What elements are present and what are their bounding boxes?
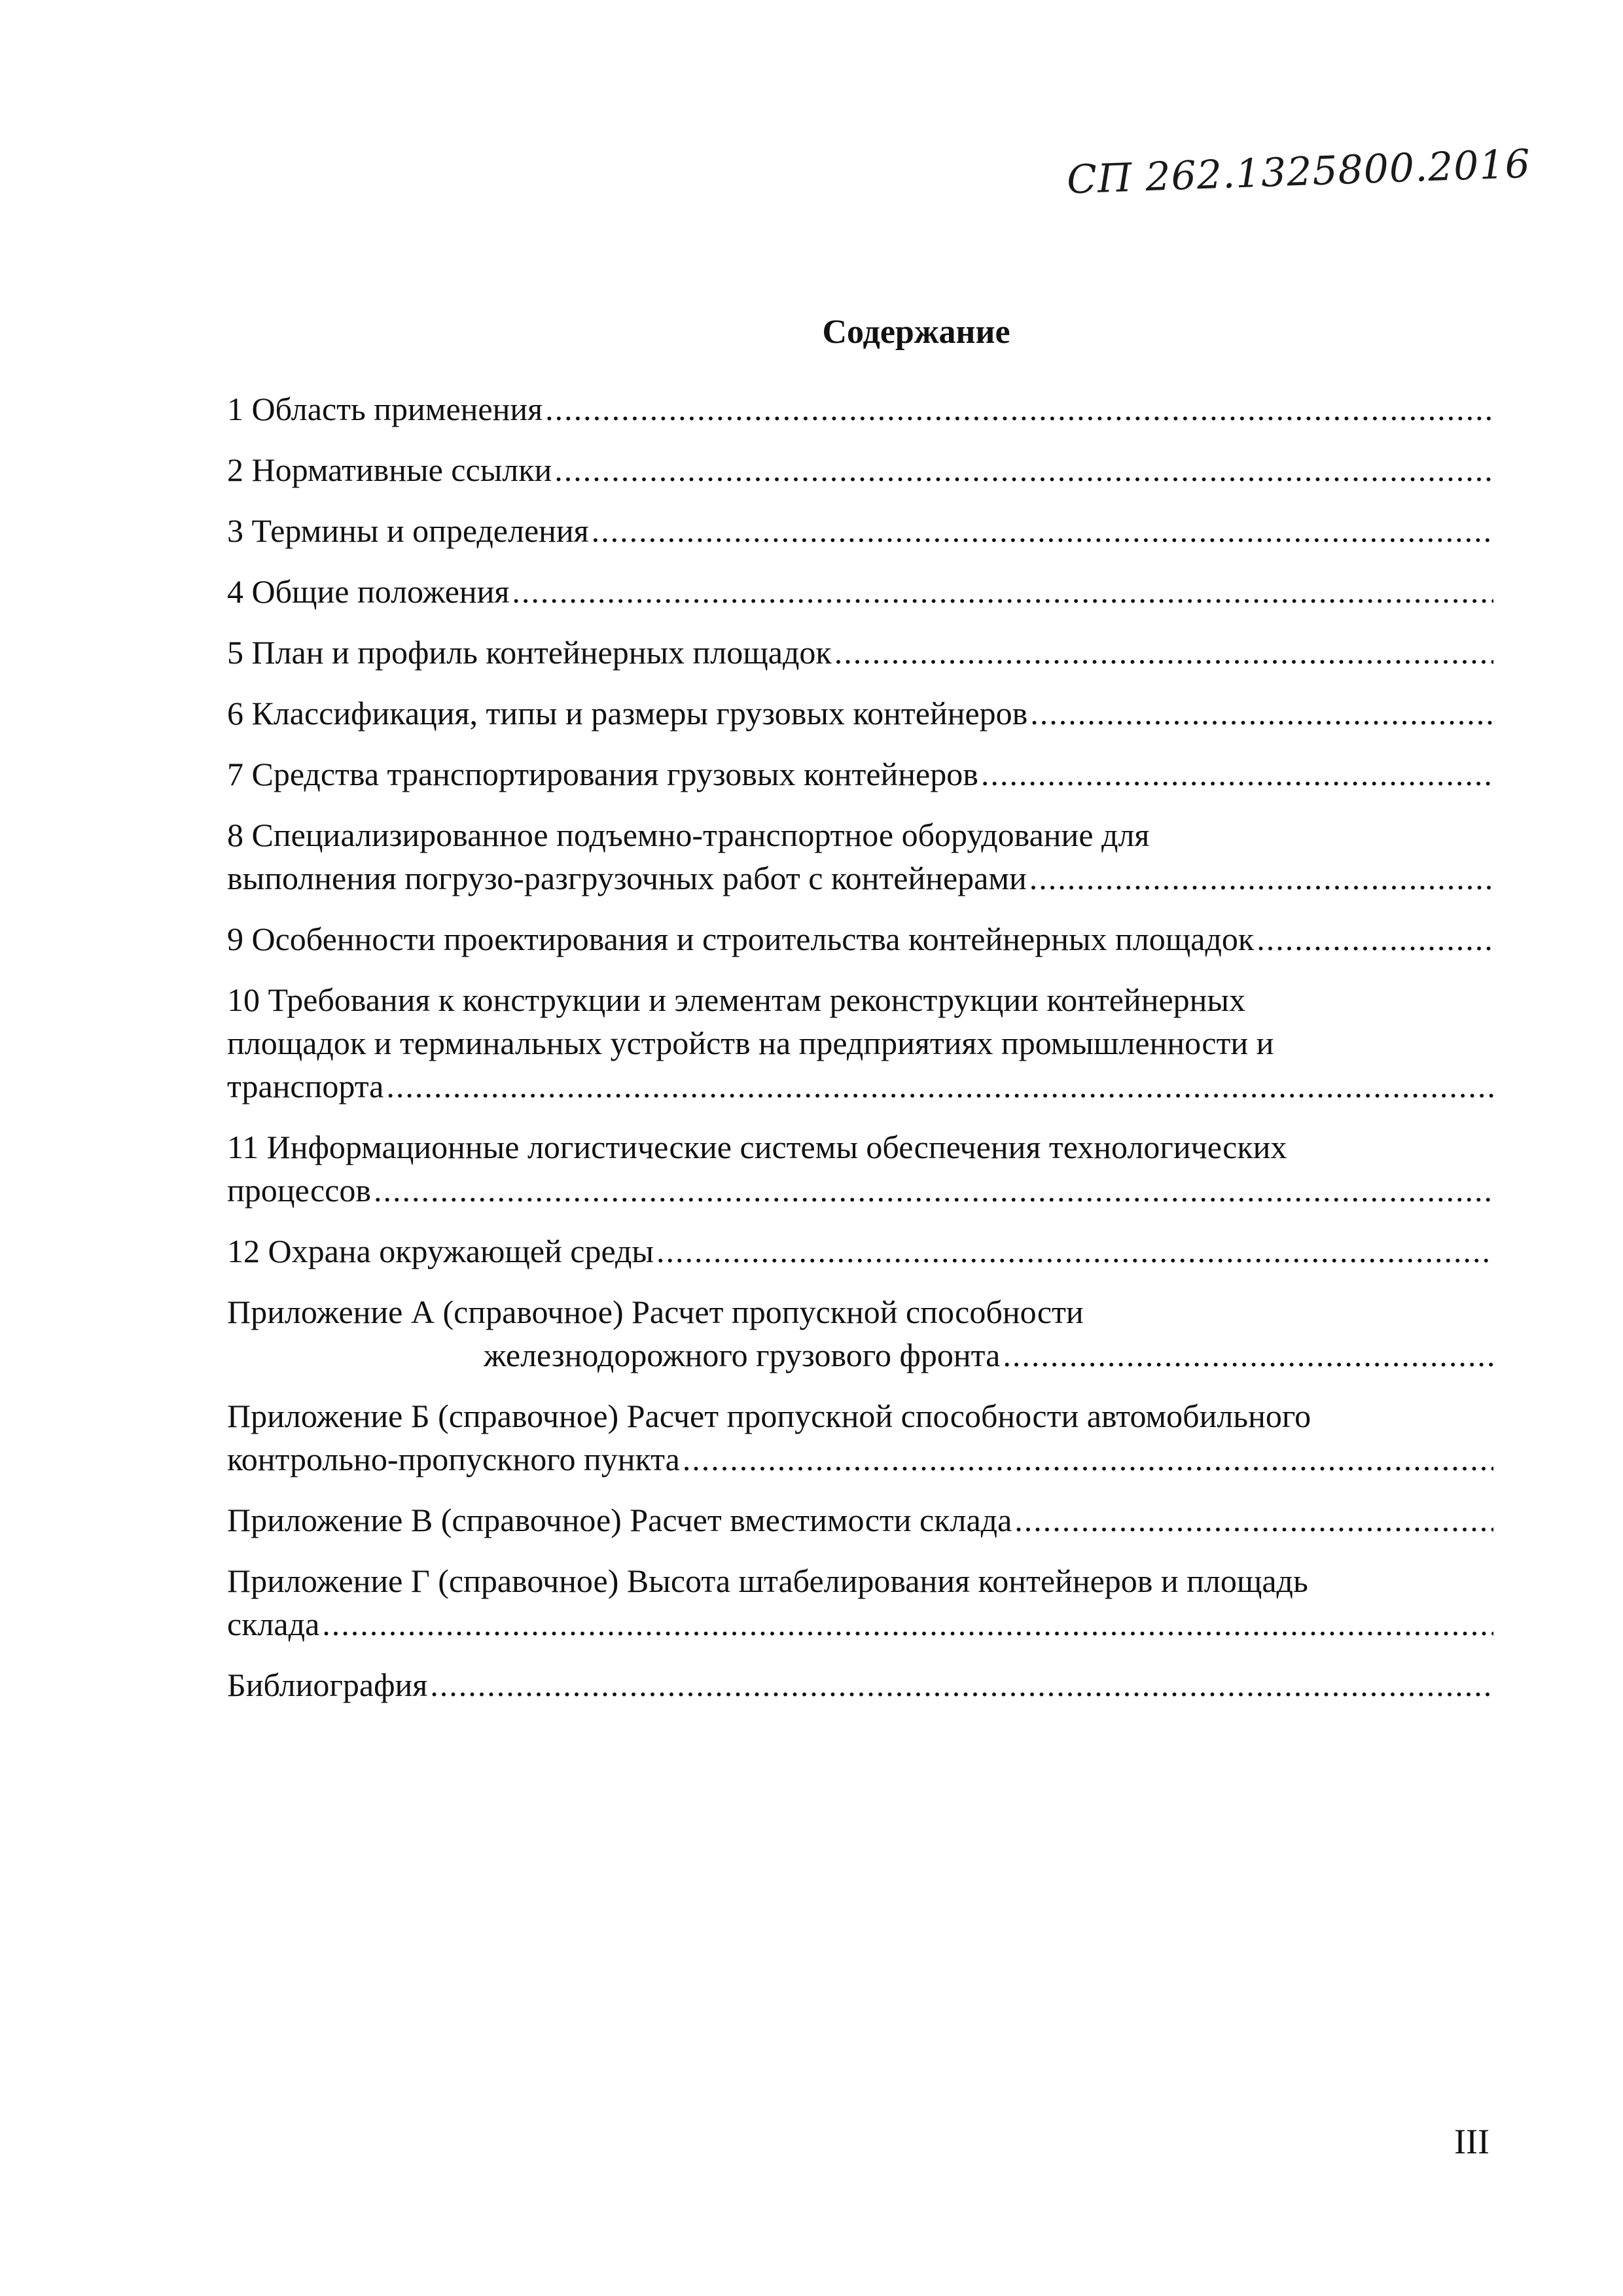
toc-entry-text: Приложение Г (справочное) Высота штабелирования контейнеров и площадь [227, 1563, 1308, 1599]
toc-entry-line [227, 509, 1493, 552]
dot-leader [592, 509, 1493, 552]
dot-leader [1003, 1333, 1493, 1377]
toc-entry-line [227, 857, 1493, 900]
toc-entry-text: контрольно-пропускного пункта [227, 1441, 680, 1477]
toc-entry-text: 10 Требования к конструкции и элементам реконструкции контейнерных [227, 981, 1246, 1018]
toc-entry-text: Библиография [227, 1667, 428, 1703]
toc-entry [227, 1559, 1493, 1646]
dot-leader [322, 1602, 1493, 1646]
toc-entry-line [227, 1125, 1493, 1169]
toc-entry-line [227, 1229, 1493, 1273]
dot-leader [554, 448, 1493, 491]
toc-entry [227, 570, 1493, 613]
toc-entry-text: выполнения погрузо-разгрузочных работ с контейнерами [227, 860, 1027, 896]
dot-leader [374, 1169, 1493, 1212]
dot-leader [683, 1438, 1493, 1481]
document-code-handwritten: СП 262.1325800.2016 [1065, 141, 1531, 203]
toc-entry-line [227, 1438, 1493, 1481]
toc-entry [227, 448, 1493, 491]
toc-entry-text: 12 Охрана окружающей среды [227, 1233, 654, 1269]
toc-entry-text: 5 План и профиль контейнерных площадок [227, 634, 832, 671]
toc-entry-text: железнодорожного грузового фронта [484, 1337, 1001, 1373]
toc-entry-text: 2 Нормативные ссылки [227, 451, 552, 488]
dot-leader [545, 387, 1493, 431]
toc-entry [227, 978, 1493, 1108]
dot-leader [512, 570, 1493, 613]
toc-entry-line [227, 1169, 1493, 1212]
toc-entry-line [227, 1333, 1493, 1377]
toc-entry-text: площадок и терминальных устройств на предприятиях промышленности и [227, 1025, 1274, 1061]
toc-entry-line [227, 1663, 1493, 1706]
toc-entry [227, 813, 1493, 900]
dot-leader [386, 1065, 1493, 1108]
dot-leader [656, 1229, 1493, 1273]
toc-entry [227, 1498, 1493, 1542]
toc-entry-line [227, 813, 1493, 857]
toc-entry [227, 509, 1493, 552]
toc-entry-text: процессов [227, 1172, 371, 1209]
toc-entry-text: Приложение Б (справочное) Расчет пропускной способности автомобильного [227, 1398, 1311, 1434]
toc-entry-text: 8 Специализированное подъемно-транспортное оборудование для [227, 817, 1150, 853]
toc-entry-line [227, 752, 1493, 796]
toc-entry [227, 1125, 1493, 1212]
toc-entry [227, 917, 1493, 961]
dot-leader [430, 1663, 1493, 1706]
toc-entry-text: транспорта [227, 1068, 384, 1104]
toc-entry-text: склада [227, 1606, 320, 1642]
toc-entry-line [227, 978, 1493, 1021]
toc-entry [227, 1229, 1493, 1273]
page-title: Содержание [822, 313, 1010, 351]
toc-entry-text: 3 Термины и определения [227, 512, 589, 549]
dot-leader [1014, 1498, 1493, 1542]
toc-entry-text: Приложение В (справочное) Расчет вместимости склада [227, 1502, 1012, 1538]
toc-entry-line [227, 1065, 1493, 1108]
toc-entry-text: 4 Общие положения [227, 573, 510, 610]
dot-leader [981, 752, 1493, 796]
toc-entry [227, 692, 1493, 735]
toc-entry-line [227, 1559, 1493, 1602]
toc-entry-line [227, 1290, 1493, 1333]
toc-entry-line [227, 917, 1493, 961]
toc-entry-line [227, 387, 1493, 431]
dot-leader [1257, 917, 1493, 961]
toc-entry-text: 6 Классификация, типы и размеры грузовых контейнеров [227, 695, 1028, 732]
toc-entry [227, 1290, 1493, 1377]
toc-entry [227, 631, 1493, 674]
toc-entry-line [227, 448, 1493, 491]
dot-leader [1030, 692, 1493, 735]
toc-entry-line [227, 1602, 1493, 1646]
table-of-contents [227, 387, 1493, 1724]
toc-entry [227, 387, 1493, 431]
toc-entry-text: 7 Средства транспортирования грузовых контейнеров [227, 756, 978, 792]
toc-entry [227, 1663, 1493, 1706]
toc-entry [227, 752, 1493, 796]
toc-entry-line [227, 692, 1493, 735]
page-number: III [1454, 2122, 1489, 2161]
toc-entry-line [227, 631, 1493, 674]
toc-entry-line [227, 1394, 1493, 1438]
toc-entry-text: 1 Область применения [227, 391, 543, 427]
toc-entry [227, 1394, 1493, 1481]
toc-entry-text: Приложение А (справочное) Расчет пропускной способности [227, 1294, 1084, 1330]
toc-entry-text: 11 Информационные логистические системы обеспечения технологических [227, 1129, 1287, 1165]
toc-entry-line [227, 1021, 1493, 1065]
toc-entry-text: 9 Особенности проектирования и строительства контейнерных площадок [227, 921, 1255, 957]
dot-leader [834, 631, 1493, 674]
toc-entry-line [227, 570, 1493, 613]
dot-leader [1029, 857, 1493, 900]
toc-entry-line [227, 1498, 1493, 1542]
